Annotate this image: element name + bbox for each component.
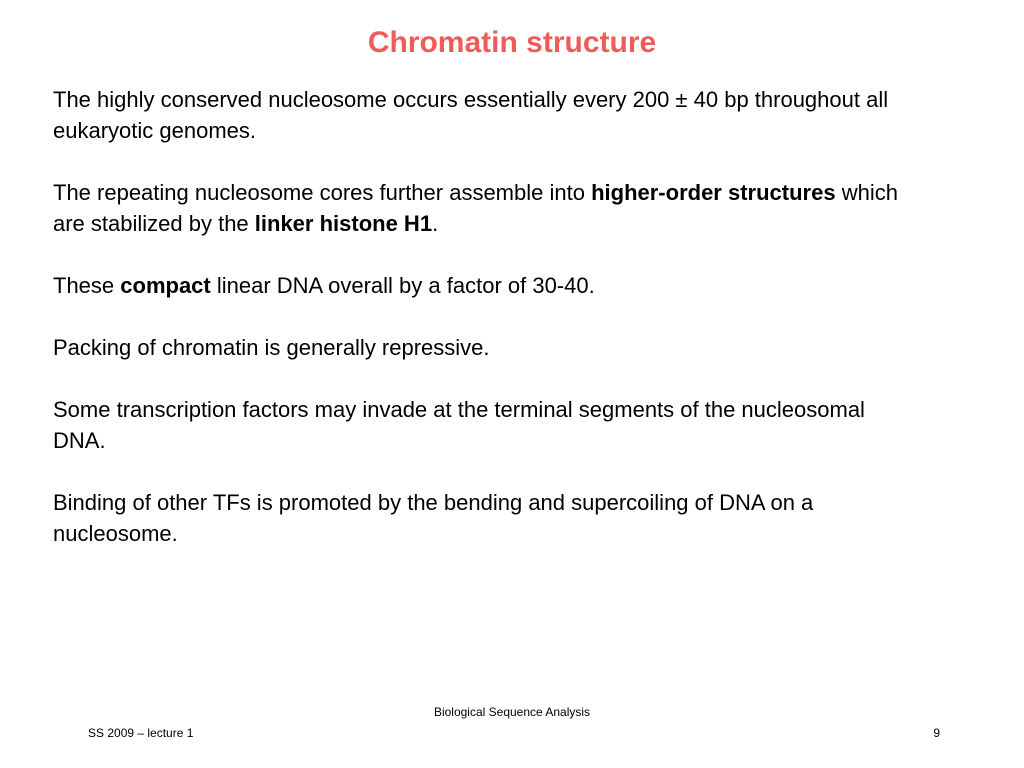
paragraph: [53, 394, 913, 456]
text-run: Packing of chromatin is generally repressive.: [53, 335, 490, 360]
text-run: Some transcription factors may invade at the terminal segments of the nucleosomal DNA.: [53, 397, 865, 453]
paragraph: [53, 487, 913, 549]
footer-course-title: Biological Sequence Analysis: [433, 705, 591, 719]
text-run: The repeating nucleosome cores further assemble into: [53, 180, 592, 205]
bold-term-compact: compact: [120, 273, 211, 298]
text-run: which are stabilized by the: [53, 180, 898, 236]
paragraph: [53, 84, 913, 146]
bold-term-higher-order-structures: higher-order structures: [591, 180, 836, 205]
text-run: The highly conserved nucleosome occurs essentially every 200 ± 40 bp throughout all eukaryotic genomes.: [53, 87, 889, 143]
text-run: Binding of other TFs is promoted by the bending and supercoiling of DNA on a nucleosome.: [53, 490, 814, 546]
paragraph: [53, 332, 913, 363]
footer-page-number: 9: [933, 726, 940, 740]
paragraph: [53, 270, 913, 301]
text-run: linear DNA overall by a factor of 30-40.: [210, 273, 595, 298]
slide-body: [53, 84, 913, 549]
paragraph: [53, 177, 913, 239]
footer-lecture-label: SS 2009 – lecture 1: [88, 726, 194, 740]
text-run: These: [53, 273, 121, 298]
text-run: .: [432, 211, 439, 236]
slide-title: Chromatin structure: [367, 26, 657, 59]
bold-term-linker-histone: linker histone H1: [254, 211, 433, 236]
